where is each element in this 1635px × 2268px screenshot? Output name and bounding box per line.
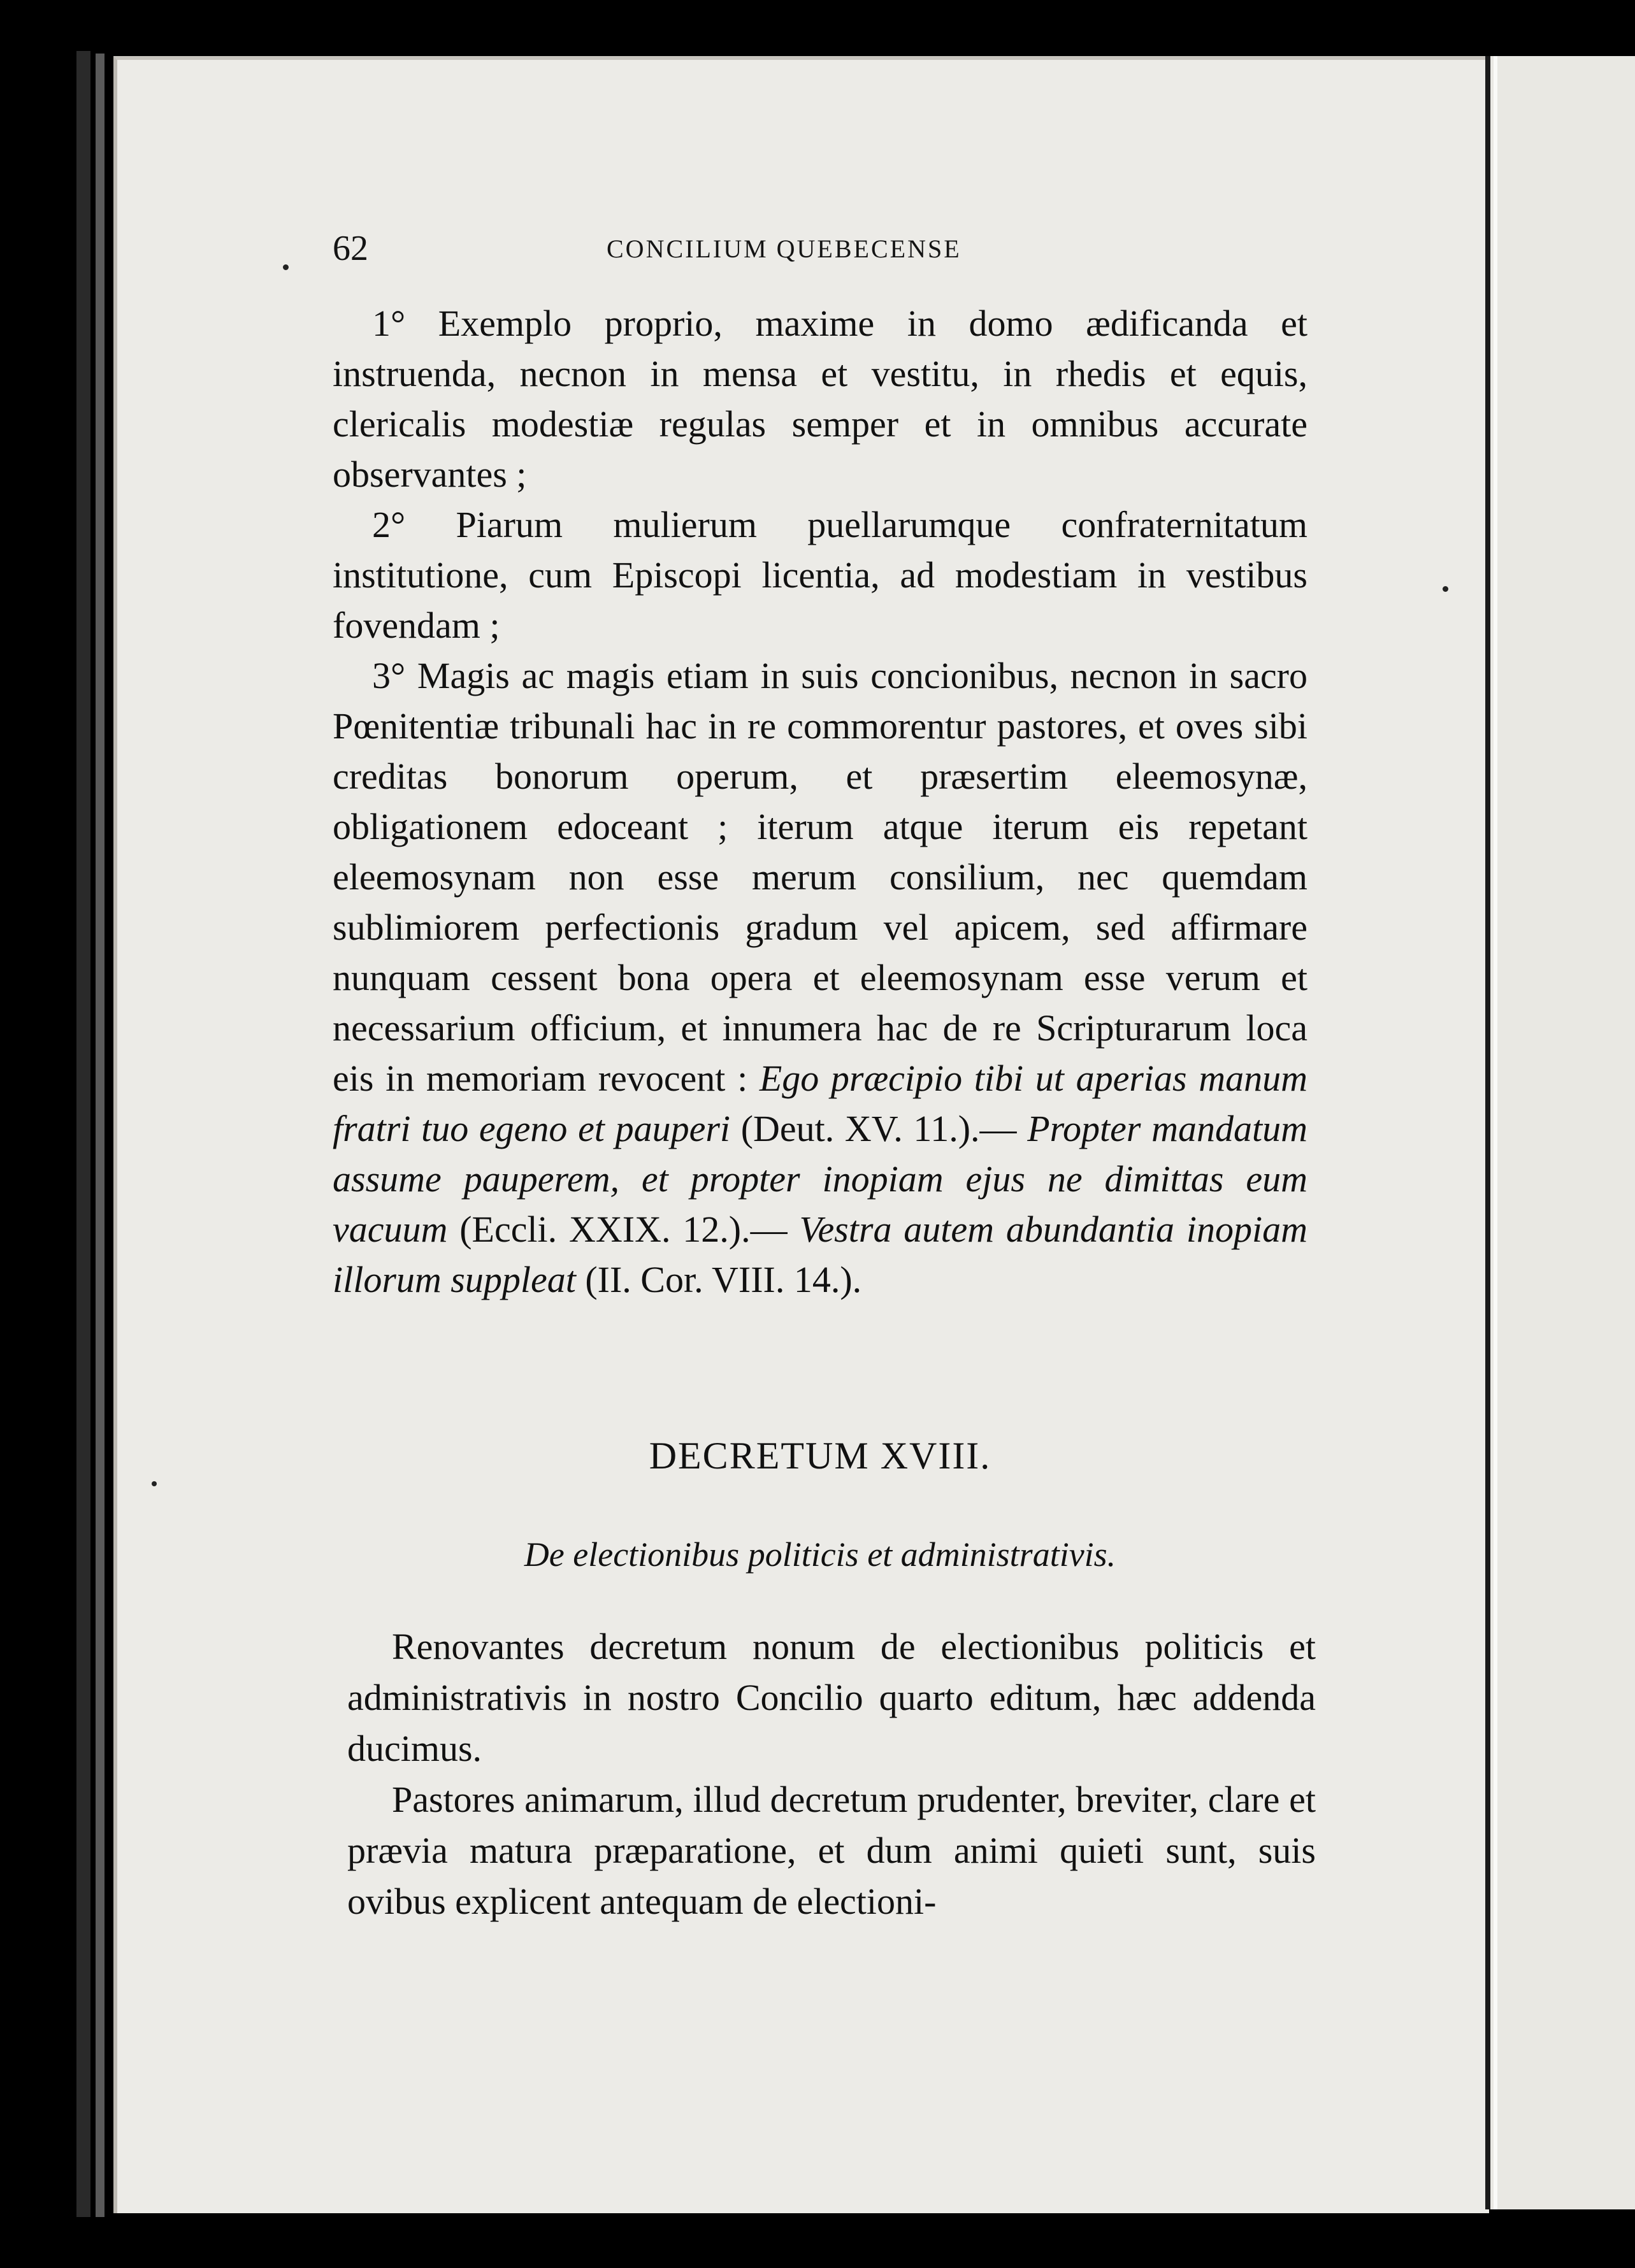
decree-heading: DECRETUM XVIII.: [649, 1435, 991, 1477]
scripture-quote-3: Vestra autem abundantia inopiam illorum suppleat: [333, 1209, 1308, 1300]
decree-body: [347, 1621, 1316, 1927]
binding-edge: [76, 51, 90, 2217]
running-title: CONCILIUM QUEBECENSE: [607, 234, 962, 263]
scan-speck: [283, 264, 289, 270]
paragraph-3: [333, 650, 1307, 1305]
scan-speck: [152, 1481, 157, 1486]
facing-page-highlight: [1494, 56, 1497, 2209]
paragraph-2: 2° Piarum mulierum puellarumque confraternitatum institutione, cum Episcopi licentia, ad modestiam in vestibus fovendam ;: [333, 504, 1307, 646]
scripture-quote-1: Ego præcipio tibi ut aperias manum fratri tuo egeno et pauperi: [333, 1058, 1307, 1149]
decree-paragraph-2: Pastores animarum, illud decretum prudenter, breviter, clare et prævia matura præparatione, et dum animi quieti sunt, suis ovibus explicent antequam de electioni-: [347, 1779, 1316, 1922]
binding-edge-inner: [96, 54, 104, 2217]
page-number: 62: [333, 229, 368, 268]
scripture-quote-2: Propter mandatum assume pauperem, et propter inopiam ejus ne dimittas eum vacuum: [333, 1108, 1308, 1250]
scripture-ref-2: (Eccli. XXIX. 12.).—: [459, 1209, 788, 1250]
scripture-ref-3: (II. Cor. VIII. 14.).: [585, 1259, 862, 1300]
scripture-ref-1: (Deut. XV. 11.).—: [740, 1108, 1017, 1149]
paragraph-3-intro: 3° Magis ac magis etiam in suis concionibus, necnon in sacro Pœnitentiæ tribunali hac in re commorentur pastores, et oves sibi creditas bonorum operum, et præsertim eleemosynæ, obligationem edoceant ; iterum atque iterum eis repetant eleemosynam non esse merum consilium, nec quemdam sublimiorem perfectionis gradum vel apicem, sed affirmare nunquam cessent bona opera et eleemosynam esse verum et necessarium officium, et innumera hac de re Scripturarum loca eis in memoriam revocent :: [333, 655, 1307, 1099]
facing-page-edge: [1485, 56, 1635, 2209]
scan-speck: [1443, 586, 1448, 592]
decree-paragraph-1: Renovantes decretum nonum de electionibus politicis et administrativis in nostro Concilio quarto editum, hæc addenda ducimus.: [347, 1626, 1316, 1769]
paragraph-1: 1° Exemplo proprio, maxime in domo ædificanda et instruenda, necnon in mensa et vestitu, in rhedis et equis, clericalis modestiæ regulas semper et in omnibus accurate observantes ;: [333, 303, 1307, 495]
decree-subheading: De electionibus politicis et administrativis.: [524, 1535, 1116, 1574]
running-head: [218, 226, 1072, 271]
body-text: [333, 298, 1307, 1305]
